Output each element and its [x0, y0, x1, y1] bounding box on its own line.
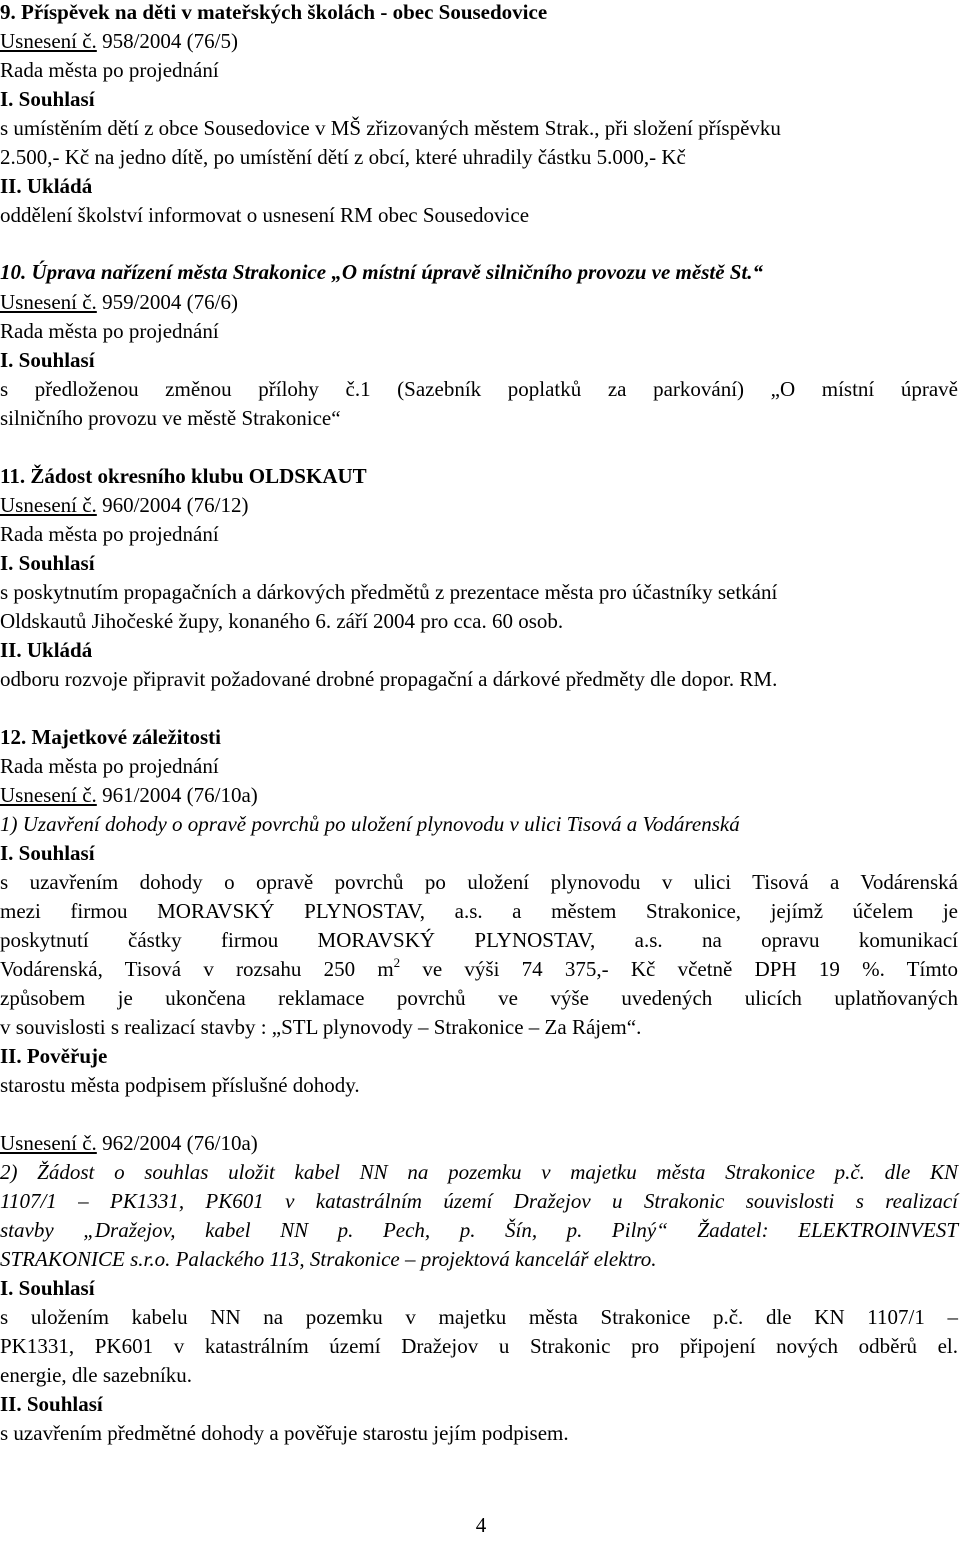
body-line: 2.500,- Kč na jedno dítě, po umístění dětí z obcí, které uhradily částku 5.000,- Kč [0, 145, 686, 169]
resolution-959-heading [0, 290, 238, 314]
body-text: Vodárenská, Tisová v rozsahu 250 m [0, 957, 394, 981]
body-line: starostu města podpisem příslušné dohody. [0, 1073, 360, 1097]
council-line: Rada města po projednání [0, 522, 219, 546]
resolution-number: 961/2004 (76/10a) [102, 783, 258, 807]
body-line: Oldskautů Jihočeské župy, konaného 6. září 2004 pro cca. 60 osob. [0, 609, 564, 633]
body-line: PK1331, PK601 v katastrálním území Dražejov u Strakonic pro připojení nových odběrů el. [0, 1334, 958, 1358]
body-line: s uzavřením předmětné dohody a pověřuje starostu jejím podpisem. [0, 1421, 569, 1445]
agree-heading: II. Souhlasí [0, 1392, 103, 1416]
section-10-title: 10. Úprava nařízení města Strakonice „O místní úpravě silničního provozu ve městě St.“ [0, 260, 764, 284]
resolution-label: Usnesení č. [0, 290, 97, 314]
body-line: mezi firmou MORAVSKÝ PLYNOSTAV, a.s. a městem Strakonice, jejímž účelem je [0, 899, 958, 923]
body-line: v souvislosti s realizací stavby : „STL plynovody – Strakonice – Za Rájem“. [0, 1015, 642, 1039]
body-line: způsobem je ukončena reklamace povrchů ve výše uvedených ulicích uplatňovaných [0, 986, 958, 1010]
body-line: oddělení školství informovat o usnesení RM obec Sousedovice [0, 203, 530, 227]
section-11-title: 11. Žádost okresního klubu OLDSKAUT [0, 464, 367, 488]
resolution-label: Usnesení č. [0, 783, 97, 807]
resolution-subject: 1107/1 – PK1331, PK601 v katastrálním území Dražejov u Strakonic souvislosti s realizací [0, 1189, 958, 1213]
resolution-962-heading [0, 1131, 258, 1155]
council-line: Rada města po projednání [0, 319, 219, 343]
resolution-label: Usnesení č. [0, 1131, 97, 1155]
page-number: 4 [475, 1513, 487, 1537]
body-line: s uzavřením dohody o opravě povrchů po uložení plynovodu v ulici Tisová a Vodárenská [0, 870, 958, 894]
agree-heading: I. Souhlasí [0, 841, 95, 865]
delegate-heading: II. Pověřuje [0, 1044, 108, 1068]
resolution-subject: 2) Žádost o souhlas uložit kabel NN na pozemku v majetku města Strakonice p.č. dle KN [0, 1160, 958, 1184]
instruct-heading: II. Ukládá [0, 174, 93, 198]
council-line: Rada města po projednání [0, 58, 219, 82]
superscript: 2 [393, 955, 401, 970]
body-text: ve výši 74 375,- Kč včetně DPH 19 %. Tímto [400, 957, 958, 981]
instruct-heading: II. Ukládá [0, 638, 93, 662]
resolution-961-heading [0, 783, 258, 807]
council-line: Rada města po projednání [0, 754, 219, 778]
body-line: poskytnutí částky firmou MORAVSKÝ PLYNOSTAV, a.s. na opravu komunikací [0, 928, 958, 952]
resolution-number: 959/2004 (76/6) [102, 290, 238, 314]
resolution-number: 962/2004 (76/10a) [102, 1131, 258, 1155]
agree-heading: I. Souhlasí [0, 87, 95, 111]
resolution-960-heading [0, 493, 248, 517]
agree-heading: I. Souhlasí [0, 348, 95, 372]
agree-heading: I. Souhlasí [0, 1276, 95, 1300]
body-line: energie, dle sazebníku. [0, 1363, 193, 1387]
agree-heading: I. Souhlasí [0, 551, 95, 575]
body-line: silničního provozu ve městě Strakonice“ [0, 406, 341, 430]
resolution-958-heading [0, 29, 238, 53]
resolution-label: Usnesení č. [0, 493, 97, 517]
resolution-subject: stavby „Dražejov, kabel NN p. Pech, p. Šín, p. Pilný“ Žadatel: ELEKTROINVEST [0, 1218, 958, 1242]
section-12-title: 12. Majetkové záležitosti [0, 725, 222, 749]
body-line: s předloženou změnou přílohy č.1 (Sazebník poplatků za parkování) „O místní úpravě [0, 377, 958, 401]
resolution-label: Usnesení č. [0, 29, 97, 53]
body-line: s poskytnutím propagačních a dárkových předmětů z prezentace města pro účastníky setkání [0, 580, 778, 604]
body-line: s uložením kabelu NN na pozemku v majetku města Strakonice p.č. dle KN 1107/1 – [0, 1305, 958, 1329]
section-9-title: 9. Příspěvek na děti v mateřských školách - obec Sousedovice [0, 0, 548, 24]
resolution-subject: STRAKONICE s.r.o. Palackého 113, Strakonice – projektová kancelář elektro. [0, 1247, 657, 1271]
body-line: s umístěním dětí z obce Sousedovice v MŠ zřizovaných městem Strak., při složení příspěvku [0, 116, 781, 140]
resolution-number: 958/2004 (76/5) [102, 29, 238, 53]
body-line: odboru rozvoje připravit požadované drobné propagační a dárkové předměty dle dopor. RM. [0, 667, 778, 691]
body-line [0, 957, 958, 981]
resolution-subject: 1) Uzavření dohody o opravě povrchů po uložení plynovodu v ulici Tisová a Vodárenská [0, 812, 740, 836]
resolution-number: 960/2004 (76/12) [102, 493, 249, 517]
